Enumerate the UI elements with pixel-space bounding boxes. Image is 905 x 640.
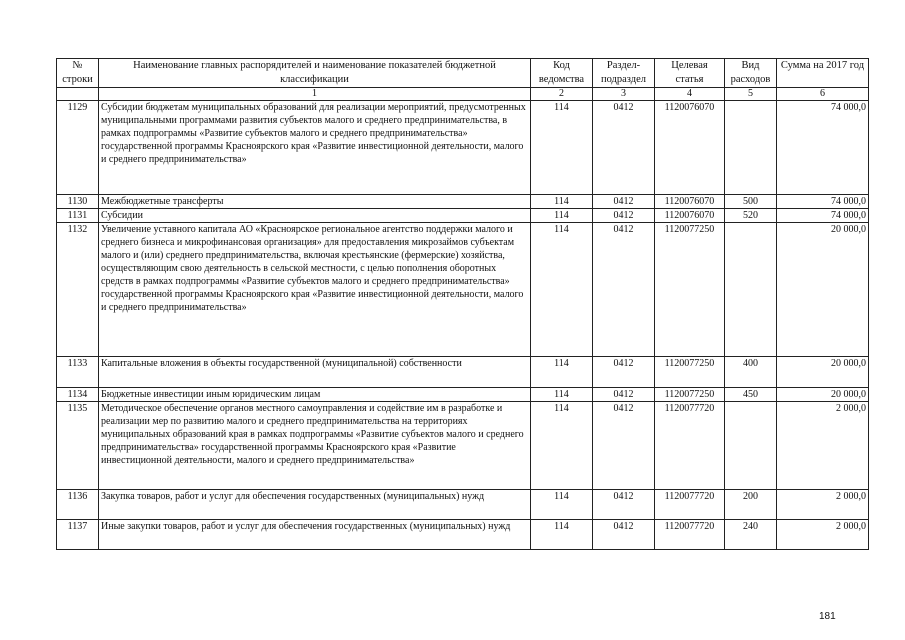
- row-target: 1120077720: [655, 520, 725, 550]
- row-sum: 20 000,0: [777, 223, 869, 357]
- table-row: [57, 101, 869, 195]
- table-row: [57, 490, 869, 520]
- row-target: 1120077720: [655, 402, 725, 490]
- row-dept: 114: [531, 490, 593, 520]
- table-row: [57, 195, 869, 209]
- row-section: 0412: [593, 520, 655, 550]
- row-number: 1136: [57, 490, 99, 520]
- row-section: 0412: [593, 402, 655, 490]
- table-row: [57, 520, 869, 550]
- row-name: Бюджетные инвестиции иным юридическим лицам: [99, 388, 531, 402]
- row-sum: 74 000,0: [777, 209, 869, 223]
- row-section: 0412: [593, 490, 655, 520]
- row-target: 1120077250: [655, 357, 725, 388]
- row-dept: 114: [531, 357, 593, 388]
- row-number: 1133: [57, 357, 99, 388]
- row-number: 1135: [57, 402, 99, 490]
- column-number-empty: [57, 88, 99, 101]
- row-section: 0412: [593, 223, 655, 357]
- header-sum: Сумма на 2017 год: [777, 59, 869, 88]
- row-number: 1131: [57, 209, 99, 223]
- header-target: Целевая статья: [655, 59, 725, 88]
- row-target: 1120077250: [655, 388, 725, 402]
- row-name: Субсидии: [99, 209, 531, 223]
- column-number-row: [57, 88, 869, 101]
- row-dept: 114: [531, 101, 593, 195]
- row-dept: 114: [531, 388, 593, 402]
- header-expense-type: Вид расходов: [725, 59, 777, 88]
- row-dept: 114: [531, 209, 593, 223]
- row-exptype: [725, 223, 777, 357]
- row-section: 0412: [593, 209, 655, 223]
- row-sum: 74 000,0: [777, 101, 869, 195]
- row-name: Увеличение уставного капитала АО «Красноярское региональное агентство поддержки малого и среднего бизнеса и микрофинансовая организация» для предоставления микрозаймов субъектам малого и (или) среднего предпринимательства, включая крестьянские (фермерские) хозяйства, осуществляющим свою деятельность в сельской местности, с целью пополнения оборотных средств в рамках подпрограммы «Развитие субъектов малого и среднего предпринимательства» государственной программы Красноярского края «Развитие инвестиционной деятельности, малого и среднего предпринимательства»: [99, 223, 531, 357]
- row-sum: 20 000,0: [777, 388, 869, 402]
- row-exptype: 500: [725, 195, 777, 209]
- row-name: Межбюджетные трансферты: [99, 195, 531, 209]
- row-sum: 20 000,0: [777, 357, 869, 388]
- row-exptype: 450: [725, 388, 777, 402]
- row-exptype: 200: [725, 490, 777, 520]
- column-number: 4: [655, 88, 725, 101]
- table-row: [57, 388, 869, 402]
- row-exptype: [725, 101, 777, 195]
- row-sum: 2 000,0: [777, 402, 869, 490]
- row-name: Капитальные вложения в объекты государственной (муниципальной) собственности: [99, 357, 531, 388]
- row-sum: 2 000,0: [777, 520, 869, 550]
- column-number: 2: [531, 88, 593, 101]
- table-header-row: [57, 59, 869, 88]
- row-number: 1134: [57, 388, 99, 402]
- page-number: 181: [819, 611, 836, 622]
- column-number: 6: [777, 88, 869, 101]
- header-name: Наименование главных распорядителей и наименование показателей бюджетной классификации: [99, 59, 531, 88]
- row-section: 0412: [593, 195, 655, 209]
- column-number: 1: [99, 88, 531, 101]
- row-target: 1120077720: [655, 490, 725, 520]
- table-row: [57, 223, 869, 357]
- row-name: Методическое обеспечение органов местного самоуправления и содействие им в разработке и реализации мер по развитию малого и среднего предпринимательства на территориях муниципальных образований края в рамках подпрограммы «Развитие субъектов малого и среднего предпринимательства» государственной программы Красноярского края «Развитие инвестиционной деятельности, малого и среднего предпринимательства»: [99, 402, 531, 490]
- table-row: [57, 209, 869, 223]
- row-number: 1130: [57, 195, 99, 209]
- header-section: Раздел-подраздел: [593, 59, 655, 88]
- table-row: [57, 357, 869, 388]
- row-name: Субсидии бюджетам муниципальных образований для реализации мероприятий, предусмотренных муниципальными программами развития субъектов малого и среднего предпринимательства, в рамках подпрограммы «Развитие субъектов малого и среднего предпринимательства» государственной программы Красноярского края «Развитие инвестиционной деятельности, малого и среднего предпринимательства»: [99, 101, 531, 195]
- header-row-number: № строки: [57, 59, 99, 88]
- row-dept: 114: [531, 195, 593, 209]
- row-target: 1120076070: [655, 209, 725, 223]
- row-name: Закупка товаров, работ и услуг для обеспечения государственных (муниципальных) нужд: [99, 490, 531, 520]
- row-number: 1132: [57, 223, 99, 357]
- row-number: 1129: [57, 101, 99, 195]
- table-row: [57, 402, 869, 490]
- column-number: 5: [725, 88, 777, 101]
- column-number: 3: [593, 88, 655, 101]
- row-sum: 74 000,0: [777, 195, 869, 209]
- row-number: 1137: [57, 520, 99, 550]
- row-target: 1120077250: [655, 223, 725, 357]
- row-exptype: 240: [725, 520, 777, 550]
- row-target: 1120076070: [655, 101, 725, 195]
- row-dept: 114: [531, 223, 593, 357]
- header-dept-code: Код ведомства: [531, 59, 593, 88]
- row-exptype: 520: [725, 209, 777, 223]
- row-dept: 114: [531, 520, 593, 550]
- row-exptype: 400: [725, 357, 777, 388]
- budget-table: [56, 58, 869, 550]
- row-sum: 2 000,0: [777, 490, 869, 520]
- row-section: 0412: [593, 388, 655, 402]
- row-section: 0412: [593, 357, 655, 388]
- row-target: 1120076070: [655, 195, 725, 209]
- row-dept: 114: [531, 402, 593, 490]
- row-exptype: [725, 402, 777, 490]
- row-name: Иные закупки товаров, работ и услуг для обеспечения государственных (муниципальных) нужд: [99, 520, 531, 550]
- row-section: 0412: [593, 101, 655, 195]
